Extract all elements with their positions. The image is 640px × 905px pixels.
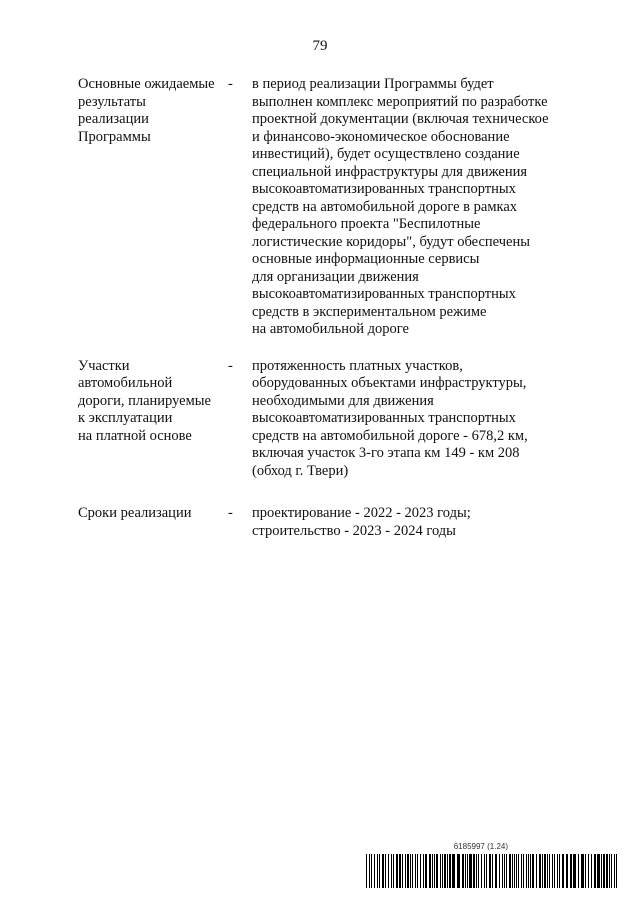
row-label: Основные ожидаемые результаты реализации Программы xyxy=(78,76,215,145)
row-dash: - xyxy=(228,505,233,521)
table-row-toll-sections xyxy=(78,358,578,481)
row-value: проектирование - 2022 - 2023 годы; строительство - 2023 - 2024 годы xyxy=(252,505,471,539)
row-value: протяженность платных участков, оборудованных объектами инфраструктуры, необходимыми для движения высокоавтоматизированных транспортных средств на автомобильной дороге - 678,2 км, включая участок 3-го этапа км 149 - км 208 (обход г. Твери) xyxy=(252,357,528,479)
barcode xyxy=(366,854,618,888)
row-dash: - xyxy=(228,357,233,374)
table-row-implementation-period xyxy=(78,505,578,540)
row-label: Участки автомобильной дороги, планируемые к эксплуатации на платной основе xyxy=(78,357,211,444)
document-code: 6185997 (1.24) xyxy=(453,842,508,851)
page-number: 79 xyxy=(312,38,328,54)
document-footer xyxy=(366,842,618,890)
row-value: в период реализации Программы будет выполнен комплекс мероприятий по разработке проектной документации (включая техническое и финансово-экономическое обоснование инвестиций), будет осуществлено создание специальной инфраструктуры для движения высокоавтоматизированных транспортных средств на автомобильной дороге в рамках федерального проекта "Беспилотные логистические коридоры", будут обеспечены основные информационные сервисы для организации движения высокоавтоматизированных транспортных средств в экспериментальном режиме на автомобильной дороге xyxy=(252,76,549,337)
program-passport-rows xyxy=(78,76,578,540)
table-row-expected-results xyxy=(78,76,578,339)
row-dash: - xyxy=(228,76,233,92)
row-label: Сроки реализации xyxy=(78,505,192,521)
